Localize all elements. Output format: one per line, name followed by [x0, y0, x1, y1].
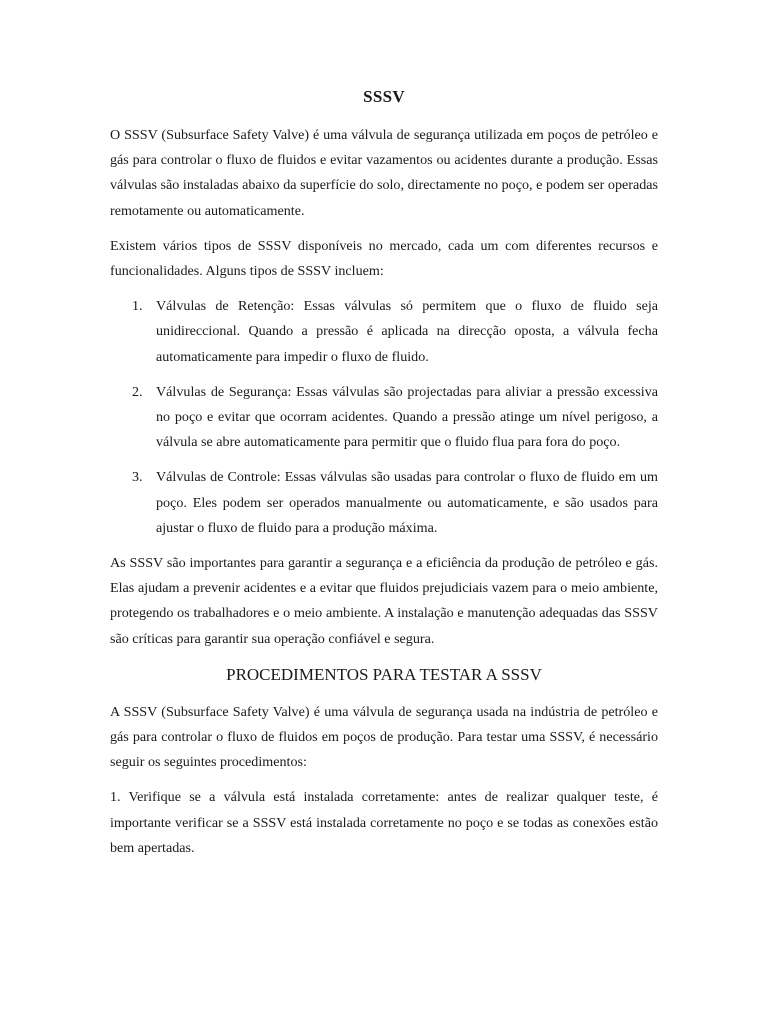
- intro-paragraph: Existem vários tipos de SSSV disponíveis no mercado, cada um com diferentes recursos e funcionalidades. Alguns tipos de SSSV incluem:: [110, 237, 658, 280]
- intro-paragraph: O SSSV (Subsurface Safety Valve) é uma válvula de segurança utilizada em poços de petróleo e gás para controlar o fluxo de fluidos e evitar vazamentos ou acidentes durante a produção. Essas válvulas são instaladas abaixo da superfície do solo, directamente no poço, e podem ser operadas remotamente ou automaticamente.: [110, 127, 658, 219]
- sssv-types-list: [110, 294, 658, 541]
- list-item: [110, 465, 658, 541]
- list-item: [110, 294, 658, 370]
- list-item: [110, 380, 658, 456]
- list-item-number: 2.: [132, 383, 143, 400]
- importance-paragraph: As SSSV são importantes para garantir a segurança e a eficiência da produção de petróleo e gás. Elas ajudam a prevenir acidentes e a evitar que fluidos prejudiciais vazem para o meio ambiente, protegendo os trabalhadores e o meio ambiente. A instalação e manutenção adequadas das SSSV são críticas para garantir sua operação confiável e segura.: [110, 555, 658, 647]
- list-item-text: Válvulas de Controle: Essas válvulas são usadas para controlar o fluxo de fluido em um poço. Eles podem ser operados manualmente ou automaticamente, e são usados para ajustar o fluxo de fluido para a produção máxima.: [156, 469, 658, 536]
- document-page: [110, 84, 658, 871]
- list-item-number: 1.: [132, 298, 143, 315]
- procedure-step: 1. Verifique se a válvula está instalada corretamente: antes de realizar qualquer teste, é importante verificar se a SSSV está instalada corretamente no poço e se todas as conexões estão bem apertadas.: [110, 789, 658, 856]
- list-item-number: 3.: [132, 469, 143, 486]
- list-item-text: Válvulas de Retenção: Essas válvulas só permitem que o fluxo de fluido seja unidireccional. Quando a pressão é aplicada na direcção oposta, a válvula fecha automaticamente para impedir o fluxo de fluido.: [156, 298, 658, 365]
- procedure-intro-paragraph: A SSSV (Subsurface Safety Valve) é uma válvula de segurança usada na indústria de petróleo e gás para controlar o fluxo de fluidos em poços de produção. Para testar uma SSSV, é necessário seguir os seguintes procedimentos:: [110, 703, 658, 771]
- section-heading: PROCEDIMENTOS PARA TESTAR A SSSV: [226, 664, 542, 684]
- list-item-text: Válvulas de Segurança: Essas válvulas são projectadas para aliviar a pressão excessiva no poço e evitar que ocorram acidentes. Quando a pressão atinge um nível perigoso, a válvula se abre automaticamente para permitir que o fluido flua para fora do poço.: [156, 383, 658, 451]
- document-title: SSSV: [363, 87, 405, 106]
